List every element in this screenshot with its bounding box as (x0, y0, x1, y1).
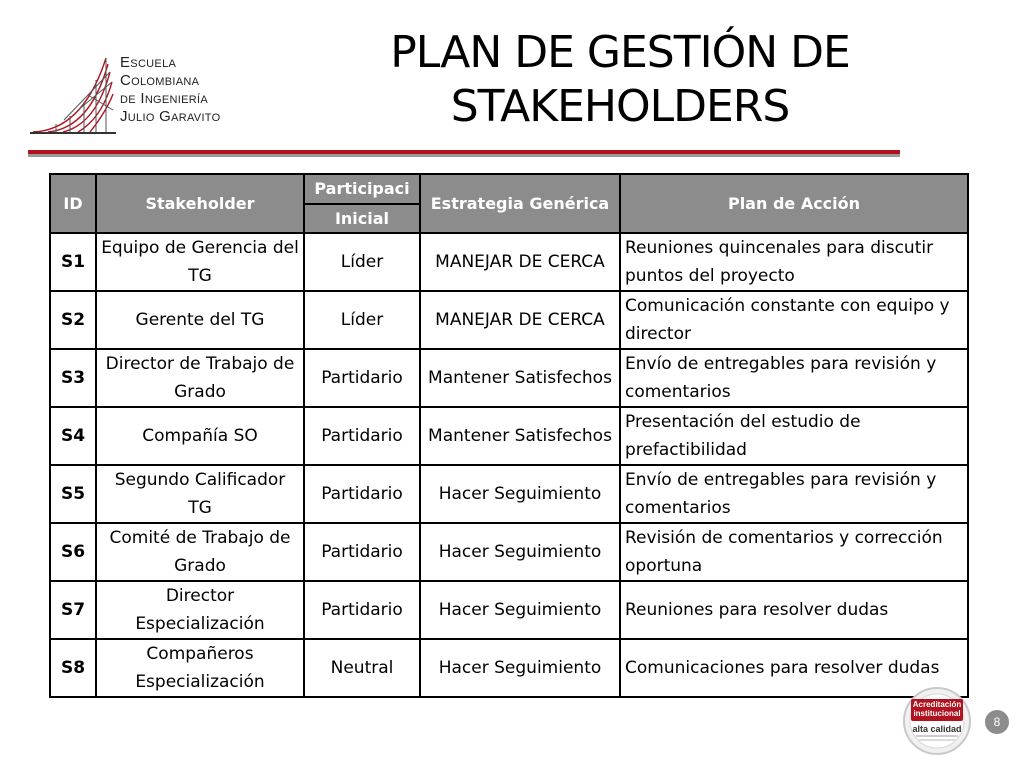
cell-participation: Partidario (304, 407, 420, 465)
accreditation-seal-icon (902, 686, 972, 756)
cell-participation: Partidario (304, 581, 420, 639)
header-id: ID (50, 174, 96, 233)
page-number: 8 (985, 710, 1009, 734)
table-row (50, 465, 968, 523)
table-header-row (50, 174, 968, 204)
cell-participation: Neutral (304, 639, 420, 697)
cell-plan: Comunicación constante con equipo y director (620, 291, 968, 349)
cell-participation: Partidario (304, 523, 420, 581)
slide-title-line-2: STAKEHOLDERS (450, 81, 790, 132)
cell-stakeholder: Comité de Trabajo de Grado (96, 523, 304, 581)
cell-plan: Revisión de comentarios y corrección oportuna (620, 523, 968, 581)
accreditation-seal-subtitle: alta calidad (912, 724, 962, 734)
table-row (50, 523, 968, 581)
school-logo (28, 50, 258, 140)
cell-id: S8 (50, 639, 96, 697)
header-participation: Participaci (304, 174, 420, 204)
cell-plan: Reuniones para resolver dudas (620, 581, 968, 639)
school-name-line: Colombiana (120, 72, 200, 89)
cell-plan: Envío de entregables para revisión y comentarios (620, 465, 968, 523)
cell-strategy: Hacer Seguimiento (420, 581, 620, 639)
cell-participation: Líder (304, 291, 420, 349)
table-row (50, 233, 968, 291)
cell-stakeholder: Compañeros Especialización (96, 639, 304, 697)
table-row (50, 407, 968, 465)
header-participation-sub: Inicial (304, 204, 420, 233)
header-plan: Plan de Acción (620, 174, 968, 233)
cell-id: S5 (50, 465, 96, 523)
school-logo-mark (28, 50, 123, 140)
cell-plan: Envío de entregables para revisión y comentarios (620, 349, 968, 407)
school-name-line: Escuela (120, 54, 177, 71)
title-divider-gray (28, 154, 900, 157)
cell-plan: Comunicaciones para resolver dudas (620, 639, 968, 697)
cell-participation: Líder (304, 233, 420, 291)
cell-stakeholder: Director Especialización (96, 581, 304, 639)
cell-plan: Reuniones quincenales para discutir puntos del proyecto (620, 233, 968, 291)
header-stakeholder: Stakeholder (96, 174, 304, 233)
cell-plan: Presentación del estudio de prefactibilidad (620, 407, 968, 465)
cell-id: S7 (50, 581, 96, 639)
cell-strategy: MANEJAR DE CERCA (420, 291, 620, 349)
cell-id: S4 (50, 407, 96, 465)
school-name (120, 54, 220, 126)
cell-participation: Partidario (304, 349, 420, 407)
cell-strategy: Mantener Satisfechos (420, 349, 620, 407)
cell-strategy: Hacer Seguimiento (420, 639, 620, 697)
accreditation-seal-title: Acreditación institucional (912, 700, 962, 718)
table-row (50, 349, 968, 407)
cell-stakeholder: Director de Trabajo de Grado (96, 349, 304, 407)
slide-title-line-1: PLAN DE GESTIÓN DE (390, 27, 850, 78)
cell-participation: Partidario (304, 465, 420, 523)
slide-title (300, 26, 940, 134)
cell-id: S1 (50, 233, 96, 291)
cell-strategy: Hacer Seguimiento (420, 523, 620, 581)
table-row (50, 581, 968, 639)
table-row (50, 291, 968, 349)
cell-stakeholder: Gerente del TG (96, 291, 304, 349)
header-strategy: Estrategia Genérica (420, 174, 620, 233)
cell-strategy: Mantener Satisfechos (420, 407, 620, 465)
cell-id: S6 (50, 523, 96, 581)
school-name-line: de Ingeniería (120, 90, 209, 107)
cell-stakeholder: Segundo Calificador TG (96, 465, 304, 523)
cell-id: S2 (50, 291, 96, 349)
stakeholder-table (49, 173, 969, 698)
school-name-line: Julio Garavito (120, 108, 221, 125)
cell-strategy: Hacer Seguimiento (420, 465, 620, 523)
cell-id: S3 (50, 349, 96, 407)
cell-strategy: MANEJAR DE CERCA (420, 233, 620, 291)
cell-stakeholder: Compañía SO (96, 407, 304, 465)
table-row (50, 639, 968, 697)
cell-stakeholder: Equipo de Gerencia del TG (96, 233, 304, 291)
